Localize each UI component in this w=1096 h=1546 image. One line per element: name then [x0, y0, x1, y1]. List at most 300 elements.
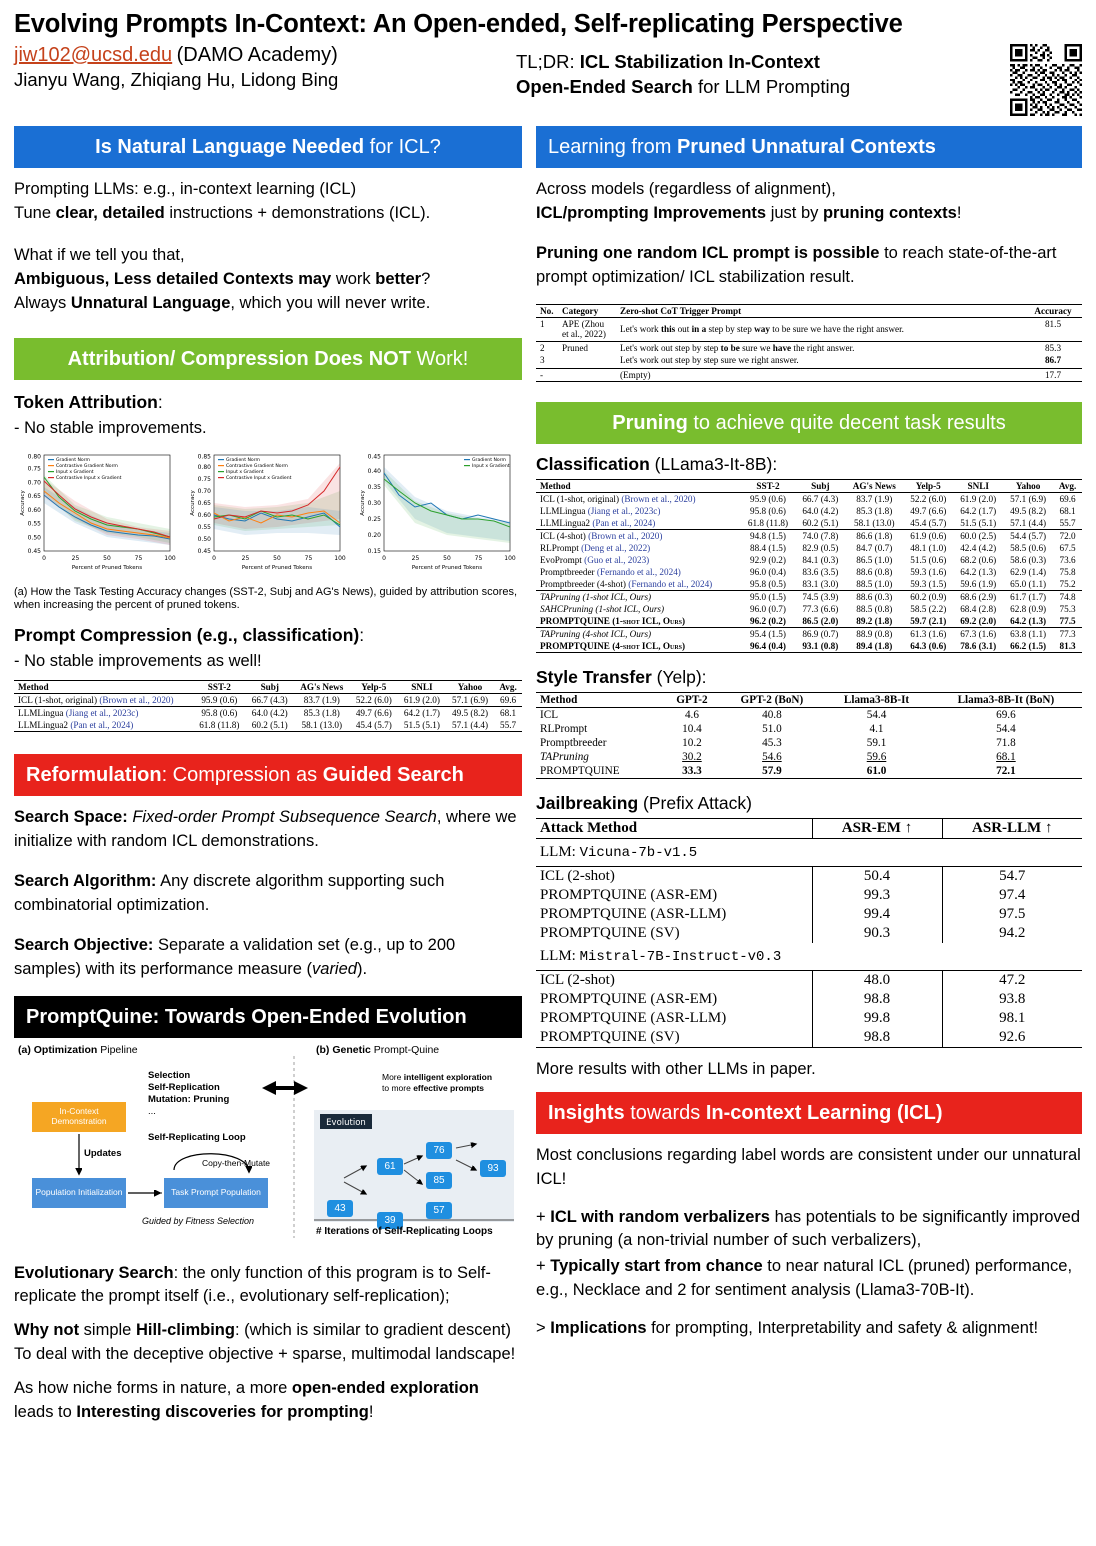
cell-value: 77.3 (6.6) — [802, 603, 839, 614]
cell-method: PROMPTQUINE (ASR-EM) — [540, 886, 718, 903]
cell-value: 88.6 (0.8) — [856, 566, 893, 577]
cell-value: 88.9 (0.8) — [856, 628, 893, 639]
search-space-rest: , where we initialize with random ICL demonstrations. — [14, 808, 517, 850]
pruned-p1-c: just by — [766, 203, 823, 222]
table-row — [536, 924, 1082, 943]
cell-value: 75.2 — [1059, 578, 1076, 589]
cell-value: 95.8 (0.6) — [201, 708, 238, 718]
svg-text:0.75: 0.75 — [27, 465, 41, 473]
fig-b-label — [316, 1044, 439, 1056]
svg-text:0.30: 0.30 — [367, 499, 381, 507]
th-snli: SNLI — [411, 682, 433, 692]
svg-text:Gradient Norm: Gradient Norm — [472, 457, 506, 463]
th-attack-method: Attack Method — [540, 819, 638, 836]
cell-value: 45.3 — [762, 736, 782, 749]
niche-para — [14, 1377, 522, 1425]
cell-value: 98.8 — [812, 990, 942, 1009]
cell-prompt — [616, 317, 1024, 340]
cell-value: 94.8 (1.5) — [749, 530, 786, 541]
cell-value: 72.0 — [1059, 530, 1076, 541]
th-gpt2: GPT-2 — [676, 693, 708, 706]
cell-value: 4.6 — [684, 708, 699, 721]
cell-value: 58.6 (0.3) — [1010, 554, 1047, 565]
svg-text:Contrastive Input x Gradient: Contrastive Input x Gradient — [56, 475, 122, 481]
nl-p2-line2c: better — [375, 269, 422, 288]
cell-value: 52.2 (6.0) — [910, 493, 947, 504]
table-row — [536, 342, 1082, 355]
niche-d: Interesting discoveries for prompting — [76, 1403, 369, 1422]
cell-citation: (Jiang et al., 2023c) — [587, 505, 661, 516]
niche-a: As how niche forms in nature, a more — [14, 1379, 292, 1398]
table-group-header — [536, 943, 1082, 971]
table-row — [536, 542, 1082, 554]
search-space-text: Fixed-order Prompt Subsequence Search — [127, 808, 437, 826]
nl-p1-line2a: Tune — [14, 203, 56, 222]
ins-p4-c: for prompting, Interpretability and safety & alignment! — [646, 1319, 1039, 1338]
cell-value: 97.5 — [942, 905, 1082, 924]
style-transfer-label: Style Transfer — [536, 666, 652, 687]
cell-value: 57.9 — [762, 764, 782, 777]
table-row — [536, 578, 1082, 591]
cell-value: 61.0 — [866, 764, 887, 777]
cell-value: 60.2 (5.1) — [251, 720, 288, 730]
compression-colon: : — [359, 625, 365, 646]
banner-pruned-b: Pruned Unnatural Contexts — [676, 136, 936, 159]
cell-value: 88.5 (0.8) — [856, 603, 893, 614]
th-no: No. — [540, 305, 554, 316]
cell-value: 99.4 — [812, 905, 942, 924]
cell-citation: (Pan et al., 2024) — [70, 720, 134, 730]
th-method: Method — [18, 682, 49, 692]
cell-method: Promptbreeder — [540, 736, 607, 749]
p-b2: in a — [691, 323, 707, 334]
group-model: Vicuna-7b-v1.5 — [579, 844, 698, 861]
evo-node: 43 — [327, 1200, 353, 1217]
section-banner-natural-language — [14, 126, 522, 168]
ins-p4-b: Implications — [550, 1319, 647, 1338]
cell-value: 60.2 (0.9) — [910, 591, 947, 602]
cell-value: 88.4 (1.5) — [749, 542, 786, 553]
token-attr-note: - No stable improvements. — [14, 418, 207, 437]
svg-text:0.50: 0.50 — [197, 535, 211, 543]
cell-value: 69.6 — [500, 695, 517, 705]
cell-value: 83.7 (1.9) — [303, 695, 340, 705]
group-label: LLM: — [540, 947, 580, 964]
svg-text:0.60: 0.60 — [197, 511, 211, 519]
cell-value: 81.3 — [1059, 640, 1076, 651]
th-agnews: AG's News — [852, 480, 896, 491]
svg-text:Input x Gradient: Input x Gradient — [226, 469, 264, 475]
evo-search-label: Evolutionary Search — [14, 1263, 174, 1282]
cell-value: 61.9 (0.6) — [910, 530, 947, 541]
cell-value: 45.4 (5.7) — [355, 720, 392, 730]
cell-value: 49.5 (8.2) — [452, 708, 489, 718]
cell-method: PROMPTQUINE (ASR-LLM) — [540, 1009, 727, 1026]
cell-accuracy: 86.7 — [1044, 355, 1062, 366]
tldr-line2-rest: for LLM Prompting — [692, 76, 851, 98]
banner-insights-b: towards — [624, 1101, 706, 1124]
search-obj-varied: varied — [312, 959, 357, 978]
th-category: Category — [562, 305, 599, 316]
cell-value: 86.5 (2.0) — [802, 615, 839, 626]
cell-prompt — [616, 342, 1024, 355]
search-objective-para — [14, 934, 522, 982]
cell-value: 51.5 (5.1) — [960, 517, 997, 528]
table-row — [536, 479, 1082, 492]
svg-text:Evolution: Evolution — [326, 1117, 366, 1128]
cell-method — [536, 590, 741, 603]
label-self-replicating-loop: Self-Replicating Loop — [148, 1131, 246, 1143]
cell-value: 55.7 — [1059, 517, 1076, 528]
cell-method — [536, 542, 741, 554]
cell-value: 57.1 (4.4) — [452, 720, 489, 730]
svg-text:0.35: 0.35 — [367, 483, 381, 491]
table-row — [536, 970, 1082, 990]
cell-value: 65.0 (1.1) — [1010, 578, 1047, 589]
svg-text:50: 50 — [103, 554, 111, 562]
cell-citation: (Brown et al., 2020) — [99, 695, 174, 705]
table-row — [536, 590, 1082, 603]
cell-citation: (Jiang et al., 2023c) — [65, 708, 139, 718]
svg-text:0.70: 0.70 — [197, 487, 211, 495]
cell-citation: (Fernando et al., 2024) — [596, 566, 681, 577]
cell-value: 59.3 (1.6) — [910, 566, 947, 577]
svg-text:0: 0 — [42, 554, 46, 562]
cell-method — [536, 492, 741, 505]
cell-value: 89.2 (1.8) — [856, 615, 893, 626]
cell-value: 82.9 (0.5) — [802, 542, 839, 553]
hill-c: Hill-climbing — [135, 1321, 235, 1340]
cell-value: 96.2 (0.2) — [749, 615, 786, 626]
ins-p3-b: Typically start from chance — [550, 1257, 763, 1276]
insights-p3 — [536, 1255, 1082, 1303]
cell-value: 86.9 (0.7) — [802, 628, 839, 639]
right-column — [536, 126, 1082, 1435]
cell-value: 64.3 (0.6) — [910, 640, 947, 651]
th-asr-em: ASR-EM ↑ — [812, 818, 942, 838]
cell-value: 68.6 (2.9) — [960, 591, 997, 602]
table-row — [536, 566, 1082, 578]
cell-method-text: Promptbreeder (4-shot) — [540, 578, 629, 589]
cell-value: 83.7 (1.9) — [856, 493, 893, 504]
ins-p2-b: ICL with random verbalizers — [550, 1207, 770, 1226]
cell-method — [536, 615, 741, 628]
style-transfer-dataset: (Yelp): — [651, 666, 707, 687]
cell-value: 97.4 — [942, 886, 1082, 905]
banner-pruning-b: to achieve quite decent task results — [687, 411, 1006, 434]
tldr-line1-bold: ICL Stabilization In-Context — [579, 51, 820, 73]
cell-method-text: SAHCPruning (1-shot ICL, Ours) — [540, 603, 665, 614]
nl-p3a: Always — [14, 293, 71, 312]
evo-search-text: : the only function of this program is to Self-replicate the prompt itself (i.e., evolutionary self-replication); — [14, 1263, 491, 1306]
cell-value: 30.2 — [682, 750, 702, 763]
cell-value: 98.8 — [812, 1028, 942, 1048]
svg-text:0.80: 0.80 — [197, 463, 211, 471]
more-a: More — [382, 1071, 404, 1082]
table-row — [536, 886, 1082, 905]
cell-value: 68.1 — [500, 708, 517, 718]
qr-code-icon — [1010, 44, 1082, 116]
th-llama: Llama3-8B-It — [843, 693, 910, 706]
insights-p4 — [536, 1317, 1082, 1341]
prompt-compression-heading — [14, 625, 522, 646]
table-row — [536, 1009, 1082, 1028]
contact-email-link[interactable]: jiw102@ucsd.edu — [14, 44, 173, 67]
cell-prompt: (Empty) — [620, 369, 651, 380]
banner-reform-a: Reformulation — [26, 764, 162, 786]
cell-value: 95.0 (1.5) — [749, 591, 786, 602]
search-algorithm-para — [14, 870, 522, 918]
label-ellipsis: ... — [148, 1105, 156, 1117]
evo-node: 61 — [377, 1158, 403, 1175]
page-title: Evolving Prompts In-Context: An Open-ended, Self-replicating Perspective — [14, 10, 903, 38]
cell-value: 52.2 (6.0) — [355, 695, 392, 705]
svg-text:0.60: 0.60 — [27, 506, 41, 514]
label-self-replication: Self-Replication — [148, 1081, 220, 1093]
svg-text:0.65: 0.65 — [27, 492, 41, 500]
cell-value: 68.1 — [996, 750, 1016, 763]
svg-text:0: 0 — [382, 554, 386, 562]
insights-p2 — [536, 1206, 1082, 1254]
author-block — [14, 44, 506, 91]
cell-value: 51.5 (5.1) — [403, 720, 440, 730]
nl-p3c: , which you will never write. — [230, 293, 431, 312]
hill-climbing-para — [14, 1319, 522, 1367]
cell-method — [536, 517, 741, 530]
fig-b-bold: (b) Genetic — [316, 1043, 371, 1056]
table-row — [14, 719, 522, 732]
left-column — [14, 126, 522, 1435]
cell-method — [536, 566, 741, 578]
cell-method: ICL (1-shot, original) — [18, 695, 100, 705]
cell-value: 95.4 (1.5) — [749, 628, 786, 639]
cell-method: PROMPTQUINE (SV) — [540, 924, 680, 941]
svg-text:Gradient Norm: Gradient Norm — [56, 457, 90, 463]
evo-node: 85 — [426, 1172, 452, 1189]
chart-subj — [184, 449, 348, 582]
th-gpt2-bon: GPT-2 (BoN) — [740, 693, 804, 706]
cell-value: 95.9 (0.6) — [749, 493, 786, 504]
pruned-p2-b: to reach state-of-the-art prompt optimization/ ICL stabilization result. — [536, 243, 1057, 286]
table-row — [536, 818, 1082, 838]
cell-value: 74.0 (7.8) — [802, 530, 839, 541]
classification-label: Classification — [536, 453, 650, 474]
cell-method — [536, 603, 741, 615]
banner-nl-bold: Is Natural Language Needed — [95, 136, 365, 159]
section-banner-pruned-contexts — [536, 126, 1082, 168]
cell-value: 58.5 (0.6) — [1010, 542, 1047, 553]
svg-text:0.80: 0.80 — [27, 453, 41, 461]
cell-value: 51.0 — [762, 722, 782, 735]
th-llama-bon: Llama3-8B-It (BoN) — [957, 693, 1055, 706]
th-prompt: Zero-shot CoT Trigger Prompt — [620, 305, 742, 316]
cell-method: ICL (2-shot) — [540, 971, 615, 988]
cell-value: 59.6 (1.9) — [960, 578, 997, 589]
nl-p1-line1: Prompting LLMs: e.g., in-context learning (ICL) — [14, 180, 357, 199]
svg-text:0.45: 0.45 — [367, 453, 381, 461]
authors-label: Jianyu Wang, Zhiqiang Hu, Lidong Bing — [14, 69, 339, 91]
p-post: to be sure we have the right answer. — [769, 323, 904, 334]
cell-no: 1 — [540, 318, 545, 329]
cell-value: 68.2 (0.6) — [960, 554, 997, 565]
pruned-p1 — [536, 178, 1082, 226]
cell-value: 93.1 (0.8) — [802, 640, 839, 651]
th-subj: Subj — [260, 682, 279, 692]
cell-citation: (Pan et al., 2024) — [592, 517, 656, 528]
cell-value: 74.5 (3.9) — [802, 591, 839, 602]
node-task-prompt-population — [164, 1178, 268, 1208]
cell-value: 61.3 (1.6) — [910, 628, 947, 639]
table-row — [536, 866, 1082, 886]
svg-text:0.50: 0.50 — [27, 533, 41, 541]
ins-p2-a: + — [536, 1207, 551, 1226]
cell-value: 98.1 — [942, 1009, 1082, 1028]
th-sst2: SST-2 — [756, 480, 780, 491]
nl-p1-line2c: instructions + demonstrations (ICL). — [164, 203, 431, 222]
p-b2: have — [772, 343, 792, 354]
svg-text:0.25: 0.25 — [367, 515, 381, 523]
cell-citation: (Brown et al., 2020) — [621, 493, 696, 504]
promptquine-diagram — [14, 1043, 522, 1248]
nl-p2-line1: What if we tell you that, — [14, 245, 185, 264]
th-avg: Avg. — [1058, 480, 1077, 491]
th-accuracy: Accuracy — [1034, 305, 1072, 316]
search-obj-end: ). — [356, 959, 368, 978]
node-population-init — [32, 1178, 126, 1208]
table-style-transfer — [536, 692, 1082, 779]
svg-text:0: 0 — [212, 554, 216, 562]
nl-p2-line2a: Ambiguous, Less detailed Contexts may — [14, 269, 332, 288]
search-obj-label: Search Objective: — [14, 935, 154, 954]
nl-paragraph-1 — [14, 178, 522, 226]
label-mutation: Mutation: Pruning — [148, 1093, 230, 1105]
table-row — [536, 554, 1082, 566]
cell-method-text: ICL (1-shot, original) — [540, 493, 622, 504]
th-method: Method — [540, 693, 578, 706]
cell-accuracy: 81.5 — [1044, 318, 1062, 329]
cell-value: 75.3 — [1059, 603, 1076, 614]
cell-value: 45.4 (5.7) — [910, 517, 947, 528]
niche-b: open-ended exploration — [291, 1379, 479, 1398]
cell-category — [558, 317, 616, 340]
cell-value: 69.6 — [1059, 493, 1076, 504]
cell-method-text: TAPruning (1-shot ICL, Ours) — [540, 591, 652, 602]
th-yelp5: Yelp-5 — [361, 682, 387, 692]
cell-value: 59.1 — [866, 736, 887, 749]
more-c: to more — [382, 1082, 414, 1093]
cell-value: 93.8 — [942, 990, 1082, 1009]
cell-value: 54.4 — [996, 722, 1016, 735]
cell-value: 48.1 (1.0) — [910, 542, 947, 553]
search-obj-text: Separate a validation set (e.g., up to 200 samples) with its performance measure ( — [14, 935, 456, 978]
cell-value: 54.4 — [866, 708, 887, 721]
section-banner-insights — [536, 1092, 1082, 1134]
th-subj: Subj — [811, 480, 830, 491]
cell-value: 61.7 (1.7) — [1010, 591, 1047, 602]
svg-text:0.20: 0.20 — [367, 531, 381, 539]
cell-method: LLMLingua — [18, 708, 66, 718]
cell-value: 71.8 — [996, 736, 1016, 749]
cell-value: 88.6 (0.3) — [856, 591, 893, 602]
cell-accuracy: 85.3 — [1044, 343, 1062, 354]
svg-text:Gradient Norm: Gradient Norm — [226, 457, 260, 463]
cell-value: 61.8 (11.8) — [199, 720, 240, 730]
table-row — [536, 1028, 1082, 1048]
pruned-p1-b: ICL/prompting Improvements — [536, 203, 767, 222]
token-attr-label: Token Attribution — [14, 391, 158, 412]
node-icl-label: In-Context Demonstration — [51, 1105, 107, 1126]
cell-method — [536, 627, 741, 640]
cell-method-text: EvoPrompt — [540, 554, 585, 565]
compression-label: Prompt Compression (e.g., classification) — [14, 625, 360, 646]
attribution-charts — [14, 449, 522, 582]
cell-citation: (Brown et al., 2020) — [588, 530, 663, 541]
svg-text:0.65: 0.65 — [197, 499, 211, 507]
table-row — [536, 492, 1082, 505]
cell-method — [536, 554, 741, 566]
svg-text:0.45: 0.45 — [197, 547, 211, 555]
banner-pruned-a: Learning from — [548, 136, 677, 159]
cell-value: 61.9 (2.0) — [403, 695, 440, 705]
cell-no: - — [540, 369, 544, 380]
table-row — [536, 505, 1082, 517]
cell-value: 10.2 — [682, 736, 702, 749]
banner-insights-a: Insights — [548, 1101, 625, 1124]
evo-node: 57 — [426, 1202, 452, 1219]
th-yahoo: Yahoo — [457, 682, 483, 692]
banner-attr-thin: Work! — [410, 347, 469, 370]
label-updates: Updates — [84, 1147, 122, 1159]
banner-pruning-a: Pruning — [612, 411, 688, 434]
th-yahoo: Yahoo — [1015, 480, 1041, 491]
banner-pq: PromptQuine: Towards Open-Ended Evolution — [26, 1005, 467, 1028]
ins-p4-a: > — [536, 1319, 551, 1338]
cell-value: 64.0 (4.2) — [251, 708, 288, 718]
table-row — [536, 640, 1082, 653]
affiliation-label: (DAMO Academy) — [176, 44, 338, 67]
fig-a-label — [18, 1044, 138, 1056]
cell-value: 77.5 — [1059, 615, 1076, 626]
node-icl-demonstration — [32, 1102, 126, 1132]
p-mid2: step by step — [706, 323, 755, 334]
table-row — [536, 722, 1082, 736]
niche-e: ! — [368, 1403, 374, 1422]
token-attr-colon: : — [157, 391, 163, 412]
table-row — [536, 368, 1082, 381]
svg-text:0.85: 0.85 — [197, 453, 211, 461]
evo-node: 76 — [426, 1142, 452, 1159]
cell-value: 74.8 — [1059, 591, 1076, 602]
evo-node: 93 — [480, 1160, 506, 1177]
cell-method-text: Promptbreeder — [540, 566, 597, 577]
fig-a-bold: (a) Optimization — [18, 1043, 98, 1056]
cell-method: PROMPTQUINE — [540, 764, 620, 777]
cell-value: 49.5 (8.2) — [1010, 505, 1047, 516]
cell-method: RLPrompt — [540, 722, 588, 735]
cell-category: Pruned — [562, 343, 589, 354]
table-group-header — [536, 838, 1082, 866]
cell-value: 95.8 (0.5) — [749, 578, 786, 589]
nl-paragraph-2 — [14, 244, 522, 316]
cell-value: 58.1 (13.0) — [301, 720, 343, 730]
search-space-para — [14, 806, 522, 854]
cell-value: 61.8 (11.8) — [747, 517, 789, 528]
svg-text:0.45: 0.45 — [27, 547, 41, 555]
cell-method — [536, 529, 741, 542]
header-row — [14, 44, 1082, 116]
svg-text:100: 100 — [504, 554, 516, 562]
cell-value: 57.1 (6.9) — [452, 695, 489, 705]
